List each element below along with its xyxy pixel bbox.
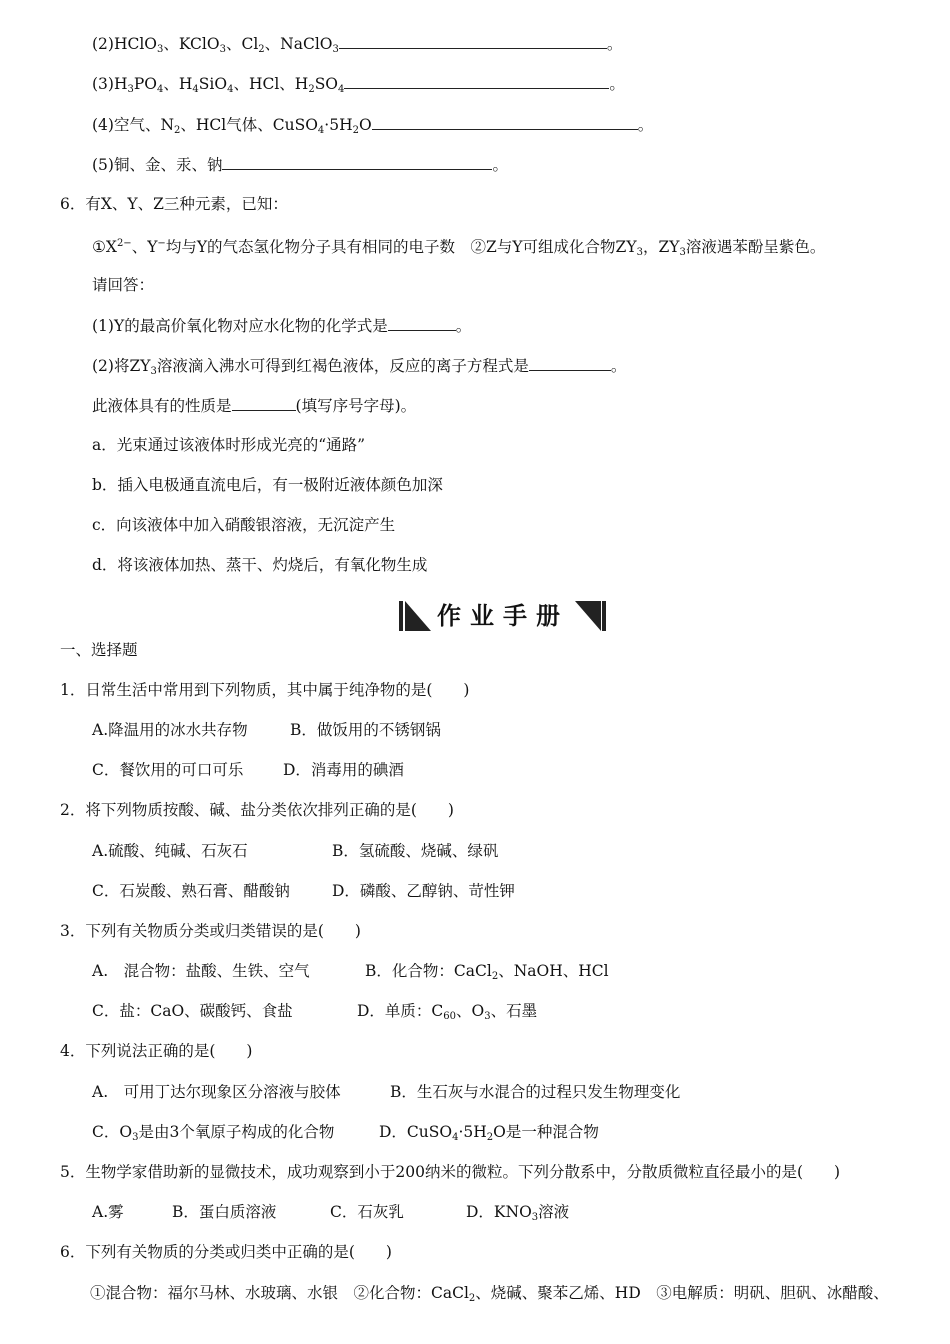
hw-q4-option-a: A. 可用丁达尔现象区分溶液与胶体 (92, 1083, 341, 1101)
q6-option-d: d．将该液体加热、蒸干、灼烧后，有氧化物生成 (92, 556, 428, 574)
hw-q2-option-b: B．氢硫酸、烧碱、绿矾 (332, 842, 499, 860)
answer-blank[interactable] (222, 154, 492, 170)
hw-q2-option-c: C．石炭酸、熟石膏、醋酸钠 (92, 882, 290, 900)
hw-q5-option-d: D．$KNO_3$溶液 (466, 1203, 570, 1223)
hw-q5-option-a: A.雾 (92, 1203, 124, 1221)
banner-title: 作业手册 (437, 602, 569, 630)
banner-right-triangle-icon (575, 601, 601, 631)
q6-condition: $①X^{2-}$、Y−均与Y的气态氢化物分子具有相同的电子数 ②Z与Y可组成化合物$ZY_3$，$ZY_3$溶液遇苯酚呈紫色。 (92, 238, 826, 258)
q6-sub-2: (2)将$ZY_3$溶液滴入沸水可得到红褐色液体，反应的离子方程式是 。 (92, 357, 627, 377)
answer-blank[interactable] (372, 114, 638, 130)
hw-q3-option-a: A. 混合物：盐酸、生铁、空气 (92, 962, 310, 980)
q6-sub-1: (1)Y的最高价氧化物对应水化物的化学式是 。 (92, 317, 472, 335)
hw-q5-option-c: C．石灰乳 (330, 1203, 404, 1221)
hw-q1-option-d: D．消毒用的碘酒 (283, 761, 404, 779)
q5-item-5: (5)铜、金、汞、钠 。 (92, 156, 508, 174)
q6-option-c: c．向该液体中加入硝酸银溶液，无沉淀产生 (92, 516, 396, 534)
hw-q4-option-b: B．生石灰与水混合的过程只发生物理变化 (390, 1083, 681, 1101)
hw-q3-option-c: C．盐：CaO、碳酸钙、食盐 (92, 1002, 293, 1020)
hw-q4-option-c: C．$O_3$是由3个氧原子构成的化合物 (92, 1123, 335, 1143)
hw-q2-stem: 2．将下列物质按酸、碱、盐分类依次排列正确的是( ) (60, 801, 454, 819)
hw-q6-items: ①混合物：福尔马林、水玻璃、水银 ②化合物：CaCl$_2$、烧碱、聚苯乙烯、HD ③电解质：明矾、胆矾、冰醋酸、 (90, 1284, 889, 1304)
hw-q1-option-c: C．餐饮用的可口可乐 (92, 761, 244, 779)
answer-blank[interactable] (232, 395, 296, 411)
hw-q1-option-a: A.降温用的冰水共存物 (92, 721, 248, 739)
hw-q5-stem: 5．生物学家借助新的显微技术，成功观察到小于200纳米的微粒。下列分散系中，分散质微粒直径最小的是( ) (60, 1163, 841, 1181)
q6-stem: 6．有X、Y、Z三种元素，已知： (60, 195, 288, 213)
banner-left-triangle-icon (405, 601, 431, 631)
q5-item-3: $(3)H_3PO_4$、$H_4SiO_4$、HCl、$H_2SO_4$ 。 (92, 75, 625, 95)
hw-q2-option-d: D．磷酸、乙醇钠、苛性钾 (332, 882, 515, 900)
hw-q3-stem: 3．下列有关物质分类或归类错误的是( ) (60, 922, 361, 940)
section-heading: 一、选择题 (60, 641, 138, 659)
q5-item-4: (4)空气、$N_2$、HCl气体、$CuSO_4\cdot 5H_2O$ 。 (92, 116, 654, 136)
hw-q4-stem: 4．下列说法正确的是( ) (60, 1042, 253, 1060)
q6-option-a: a．光束通过该液体时形成光亮的“通路” (92, 436, 366, 454)
homework-banner (395, 597, 610, 635)
hw-q3-option-b: B．化合物：CaCl$_2$、NaOH、HCl (365, 962, 609, 982)
hw-q1-stem: 1．日常生活中常用到下列物质，其中属于纯净物的是( ) (60, 681, 470, 699)
banner-bar-right (602, 601, 606, 631)
banner-bar-left (399, 601, 403, 631)
answer-blank[interactable] (339, 33, 607, 49)
hw-q5-option-b: B．蛋白质溶液 (172, 1203, 277, 1221)
answer-blank[interactable] (529, 355, 611, 371)
hw-q3-option-d: D．单质：$C_{60}$、$O_3$、石墨 (357, 1002, 538, 1022)
answer-blank[interactable] (388, 315, 456, 331)
hw-q1-option-b: B．做饭用的不锈钢锅 (290, 721, 441, 739)
q6-option-b: b．插入电极通直流电后，有一极附近液体颜色加深 (92, 476, 443, 494)
q5-item-2: (2)HClO$_3$、KClO$_3$、$Cl_2$、NaClO$_3$ 。 (92, 35, 623, 55)
hw-q2-option-a: A.硫酸、纯碱、石灰石 (92, 842, 248, 860)
hw-q6-stem: 6．下列有关物质的分类或归类中正确的是( ) (60, 1243, 392, 1261)
hw-q4-option-d: D．$CuSO_4\cdot 5H_2O$是一种混合物 (379, 1123, 599, 1143)
q6-property: 此液体具有的性质是 (填写序号字母)。 (92, 397, 417, 415)
answer-blank[interactable] (344, 73, 609, 89)
q6-ask: 请回答： (92, 276, 155, 294)
